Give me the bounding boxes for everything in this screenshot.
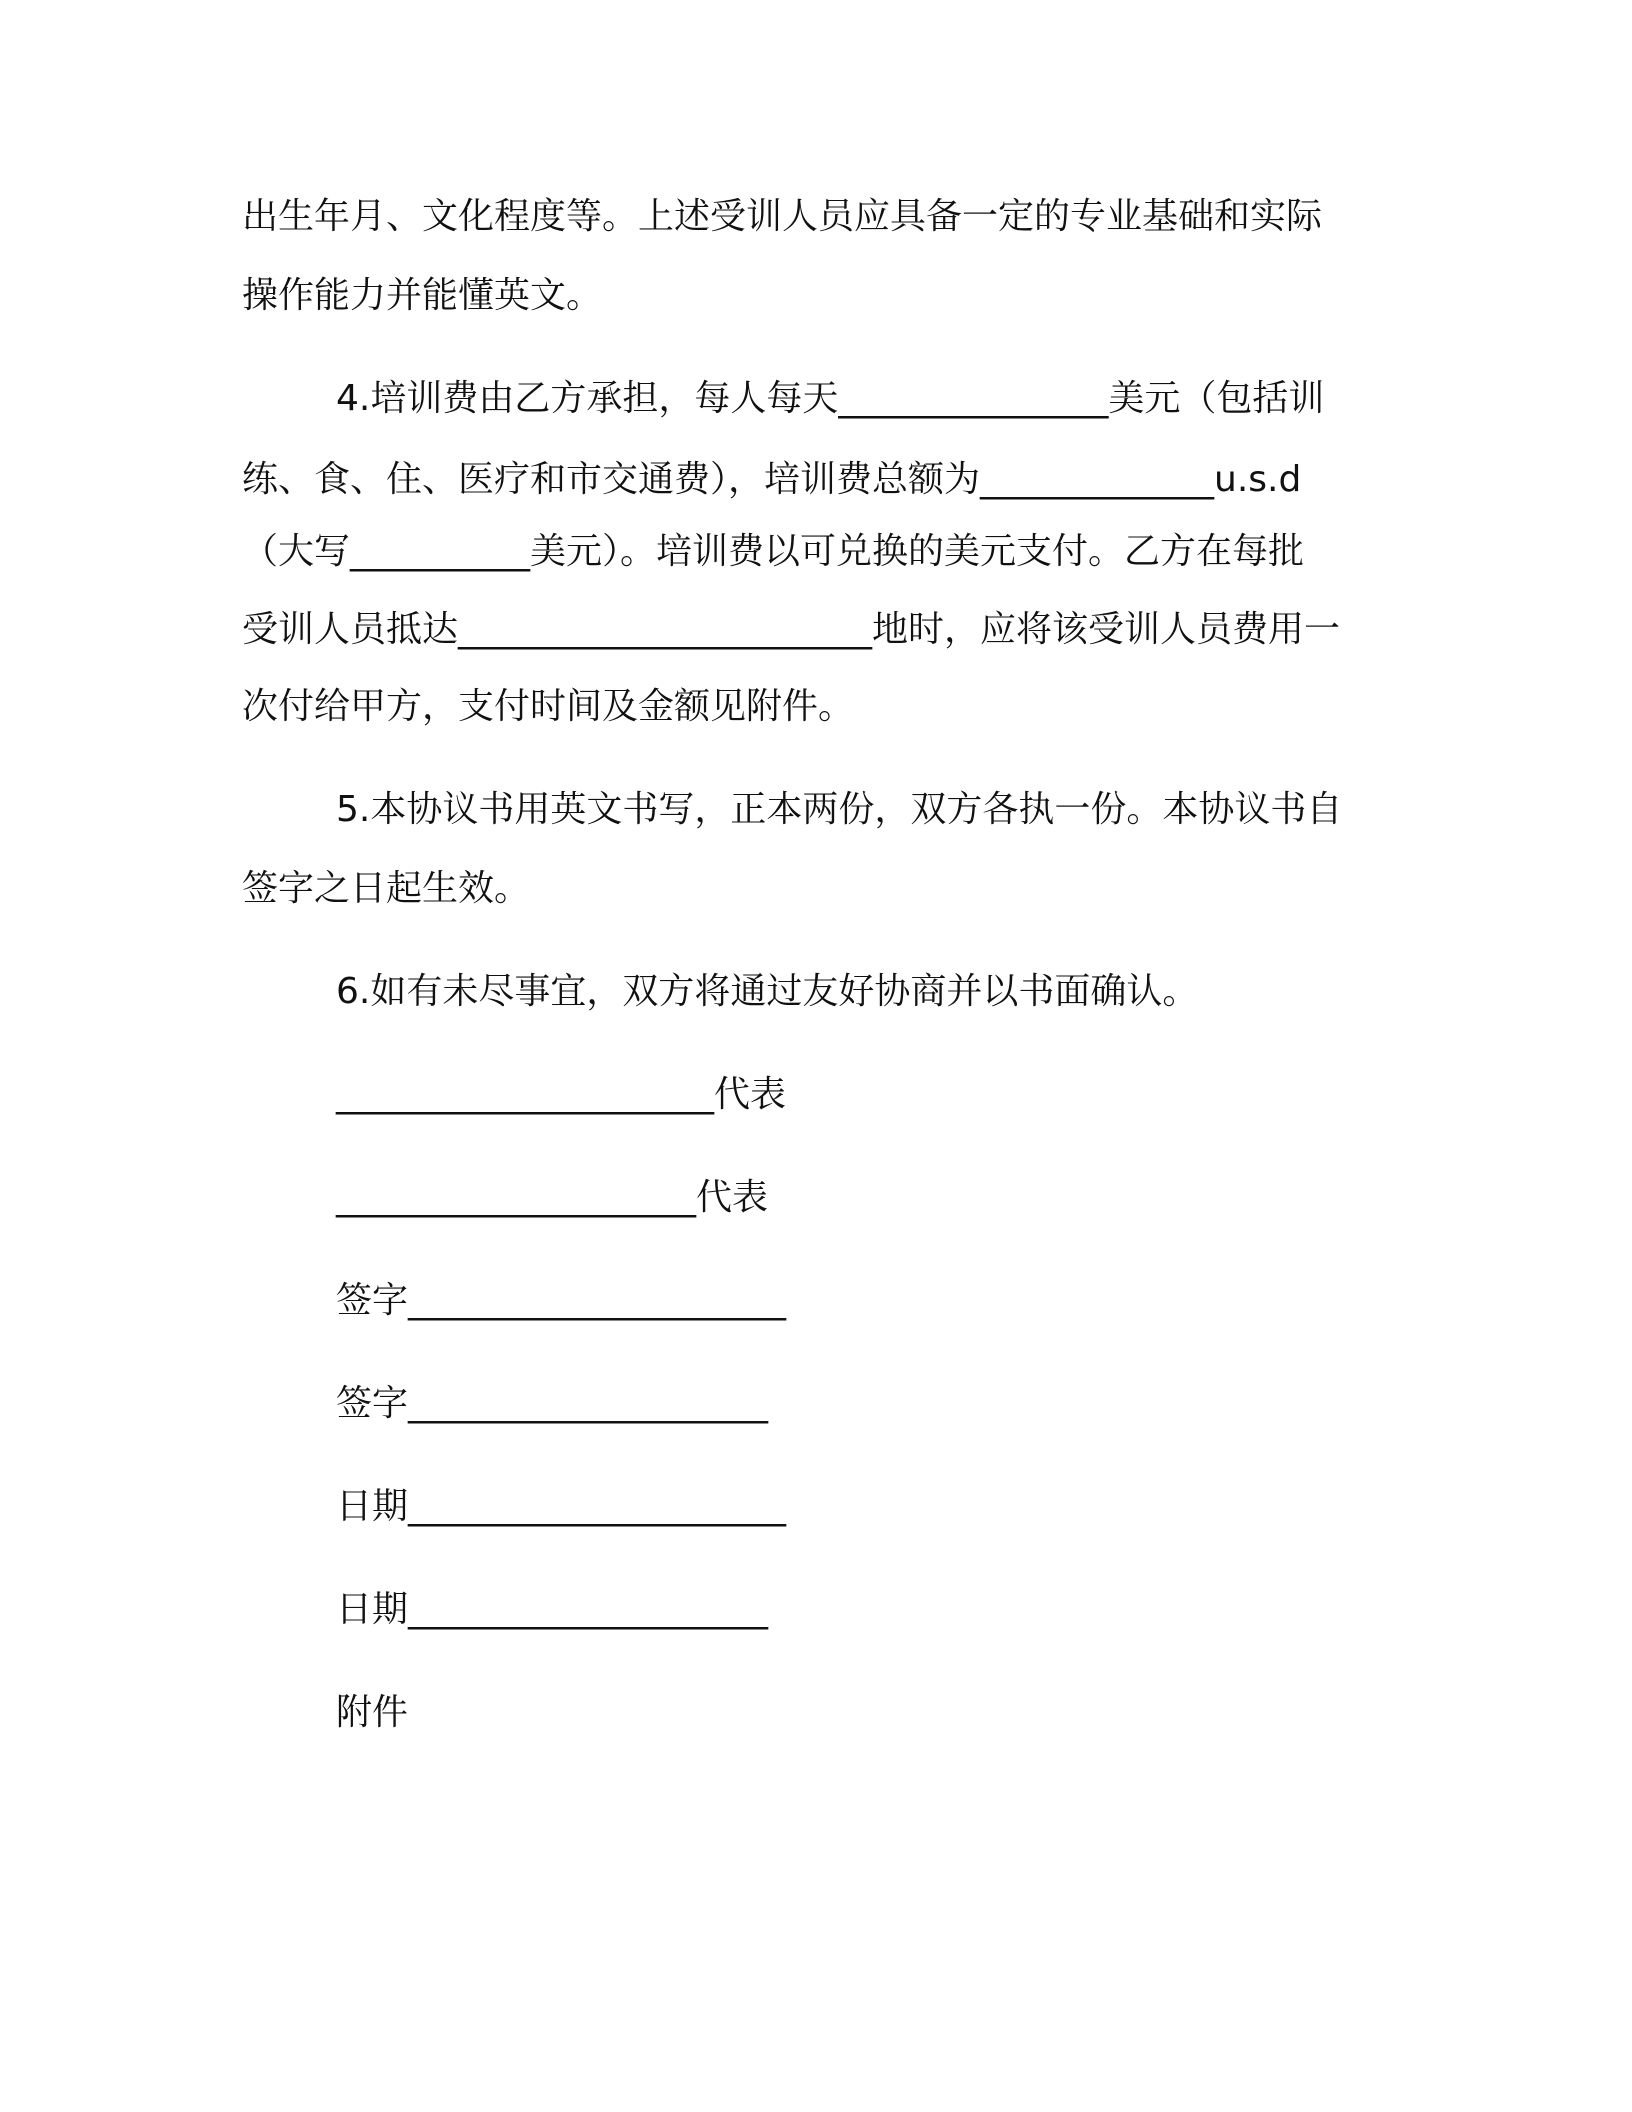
signature-line-1: 签字_____________________ [336,1280,787,1321]
date-line-1: 日期_____________________ [336,1486,787,1527]
paragraph-6-line-1: 6.如有未尽事宜，双方将通过友好协商并以书面确认。 [336,971,1199,1012]
paragraph-4-line-4: 受训人员抵达_______________________地时，应将该受训人员费用一 [242,609,1341,650]
date-line-2: 日期____________________ [336,1589,769,1630]
attachment-label: 附件 [336,1692,409,1733]
paragraph-3-line-2: 操作能力并能懂英文。 [242,275,603,316]
signature-line-2: 签字____________________ [336,1383,769,1424]
paragraph-5-line-2: 签字之日起生效。 [242,868,531,909]
paragraph-4-line-3: （大写__________美元）。培训费以可兑换的美元支付。乙方在每批 [242,531,1305,572]
paragraph-5-line-1: 5.本协议书用英文书写，正本两份，双方各执一份。本协议书自 [336,789,1343,830]
representative-line-1: _____________________代表 [336,1074,787,1115]
paragraph-4-line-5: 次付给甲方，支付时间及金额见附件。 [242,686,855,727]
paragraph-4-line-1: 4.培训费由乙方承担，每人每天_______________美元（包括训 [336,378,1325,419]
representative-line-2: ____________________代表 [336,1177,769,1218]
paragraph-3-line-1: 出生年月、文化程度等。上述受训人员应具备一定的专业基础和实际 [242,196,1323,237]
paragraph-4-line-2: 练、食、住、医疗和市交通费），培训费总额为_____________u.s.d [242,459,1302,500]
